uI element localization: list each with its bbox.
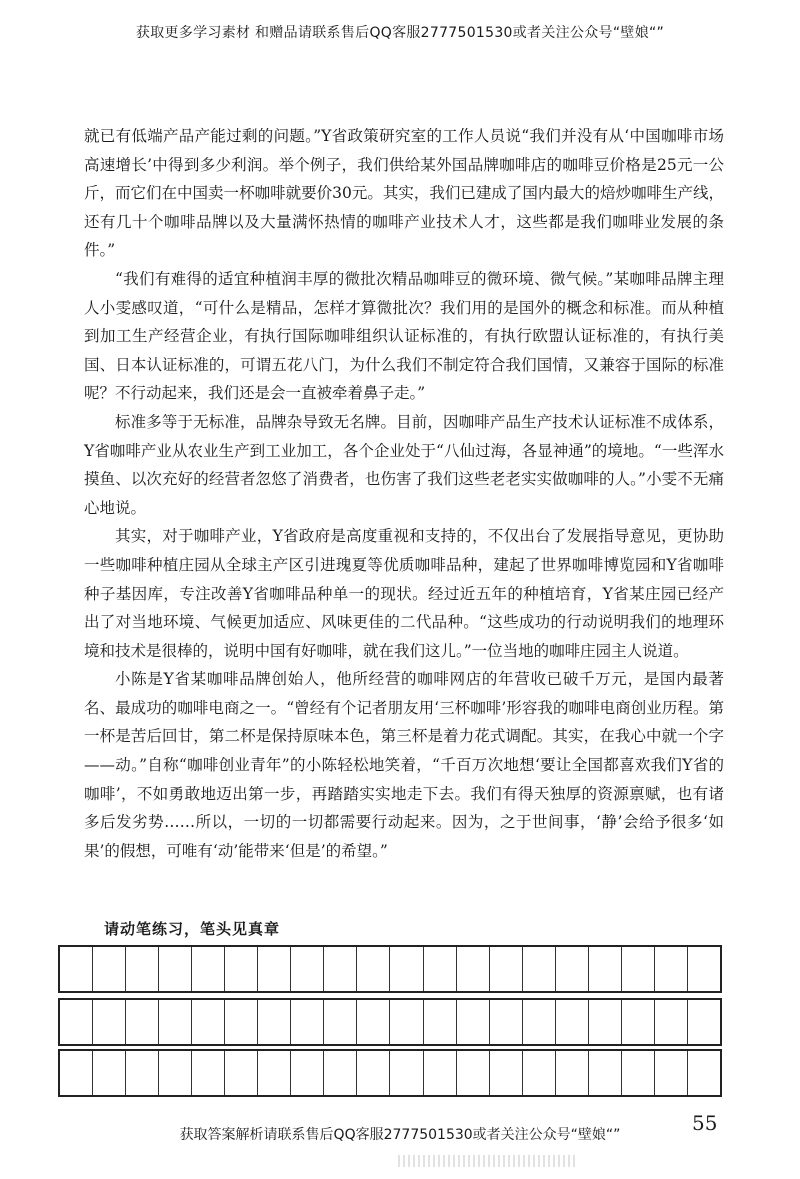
writing-grid-cell[interactable] bbox=[357, 1051, 390, 1095]
writing-grid-cell[interactable] bbox=[324, 947, 357, 991]
writing-grid-row[interactable] bbox=[58, 1049, 722, 1097]
practice-title: 请动笔练习，笔头见真章 bbox=[104, 920, 281, 938]
writing-grid-cell[interactable] bbox=[159, 1051, 192, 1095]
writing-grid-cell[interactable] bbox=[589, 1051, 622, 1095]
writing-grid-cell[interactable] bbox=[291, 1000, 324, 1044]
writing-grid-cell[interactable] bbox=[556, 947, 589, 991]
writing-grid-cell[interactable] bbox=[424, 947, 457, 991]
writing-grid-cell[interactable] bbox=[622, 947, 655, 991]
paragraph: “我们有难得的适宜种植润丰厚的微批次精品咖啡豆的微环境、微气候。”某咖啡品牌主理人小雯感叹道，“可什么是精品，怎样才算微批次？我们用的是国外的概念和标准。而从种植到加工生产经营企业，有执行国际咖啡组织认证标准的，有执行欧盟认证标准的，有执行美国、日本认证标准的，可谓五花八门，为什么我们不制定符合我们国情，又兼容于国际的标准呢？不行动起来，我们还是会一直被牵着鼻子走。” bbox=[84, 269, 724, 403]
writing-grid-cell[interactable] bbox=[424, 1051, 457, 1095]
writing-grid-cell[interactable] bbox=[556, 1051, 589, 1095]
article-body bbox=[84, 122, 724, 865]
writing-grid-cell[interactable] bbox=[589, 1000, 622, 1044]
writing-grid-cell[interactable] bbox=[589, 947, 622, 991]
paragraph: 标准多等于无标准，品牌杂导致无名牌。目前，因咖啡产品生产技术认证标准不成体系，Y省咖啡产业从农业生产到工业加工，各个企业处于“八仙过海，各显神通”的境地。“一些浑水摸鱼、以次充好的经营者忽悠了消费者，也伤害了我们这些老老实实做咖啡的人。”小雯不无痛心地说。 bbox=[84, 412, 724, 517]
writing-grid-cell[interactable] bbox=[357, 1000, 390, 1044]
writing-grid-cell[interactable] bbox=[457, 1051, 490, 1095]
writing-grid-cell[interactable] bbox=[258, 1000, 291, 1044]
writing-grid-cell[interactable] bbox=[192, 1051, 225, 1095]
writing-grid-cell[interactable] bbox=[60, 947, 93, 991]
writing-grid-cell[interactable] bbox=[225, 947, 258, 991]
writing-grid-cell[interactable] bbox=[291, 1051, 324, 1095]
paragraph: 小陈是Y省某咖啡品牌创始人，他所经营的咖啡网店的年营收已破千万元，是国内最著名、最成功的咖啡电商之一。“曾经有个记者朋友用‘三杯咖啡’形容我的咖啡电商创业历程。第一杯是苦后回甘，第二杯是保持原味本色，第三杯是着力花式调配。其实，在我心中就一个字——动。”自称“咖啡创业青年”的小陈轻松地笑着，“千百万次地想‘要让全国都喜欢我们Y省的咖啡’，不如勇敢地迈出第一步，再踏踏实实地走下去。我们有得天独厚的资源禀赋，也有诸多后发劣势……所以，一切的一切都需要行动起来。因为，之于世间事，‘静’会给予很多‘如果’的假想，可唯有‘动’能带来‘但是’的希望。” bbox=[84, 670, 724, 860]
writing-grid-cell[interactable] bbox=[60, 1051, 93, 1095]
writing-grid-cell[interactable] bbox=[126, 1000, 159, 1044]
writing-grid-cell[interactable] bbox=[523, 1000, 556, 1044]
writing-grid-cell[interactable] bbox=[192, 947, 225, 991]
writing-grid-cell[interactable] bbox=[556, 1000, 589, 1044]
paragraph: 就已有低端产品产能过剩的问题。”Y省政策研究室的工作人员说“我们并没有从‘中国咖啡市场高速增长’中得到多少利润。举个例子，我们供给某外国品牌咖啡店的咖啡豆价格是25元一公斤，而它们在中国卖一杯咖啡就要价30元。其实，我们已建成了国内最大的焙炒咖啡生产线，还有几十个咖啡品牌以及大量满怀热情的咖啡产业技术人才，这些都是我们咖啡业发展的条件。” bbox=[84, 127, 724, 260]
writing-grid-cell[interactable] bbox=[357, 947, 390, 991]
header-promo-note: 获取更多学习素材 和赠品请联系售后QQ客服2777501530或者关注公众号“壁娘“” bbox=[135, 25, 665, 41]
writing-grid-cell[interactable] bbox=[655, 1000, 688, 1044]
writing-grid-cell[interactable] bbox=[688, 947, 720, 991]
writing-grid-cell[interactable] bbox=[225, 1000, 258, 1044]
writing-grid-cell[interactable] bbox=[93, 1051, 126, 1095]
writing-grid-cell[interactable] bbox=[324, 1000, 357, 1044]
writing-grid-row[interactable] bbox=[58, 945, 722, 993]
writing-grid-cell[interactable] bbox=[622, 1000, 655, 1044]
writing-grid-cell[interactable] bbox=[225, 1051, 258, 1095]
footer-promo-note: 获取答案解析请联系售后QQ客服2777501530或者关注公众号“壁娘“” bbox=[179, 1127, 621, 1143]
writing-grid-cell[interactable] bbox=[192, 1000, 225, 1044]
writing-grid-cell[interactable] bbox=[655, 1051, 688, 1095]
writing-grid-cell[interactable] bbox=[93, 947, 126, 991]
writing-grid-cell[interactable] bbox=[324, 1051, 357, 1095]
writing-grid-cell[interactable] bbox=[126, 1051, 159, 1095]
writing-grid-cell[interactable] bbox=[523, 1051, 556, 1095]
writing-grid-cell[interactable] bbox=[390, 947, 423, 991]
writing-grid-cell[interactable] bbox=[688, 1000, 720, 1044]
writing-grid-cell[interactable] bbox=[291, 947, 324, 991]
writing-grid-cell[interactable] bbox=[655, 947, 688, 991]
writing-grid-cell[interactable] bbox=[688, 1051, 720, 1095]
writing-grid-cell[interactable] bbox=[390, 1051, 423, 1095]
writing-grid-cell[interactable] bbox=[258, 947, 291, 991]
writing-grid-cell[interactable] bbox=[490, 1000, 523, 1044]
writing-grid-cell[interactable] bbox=[60, 1000, 93, 1044]
writing-grid-cell[interactable] bbox=[622, 1051, 655, 1095]
writing-grid-cell[interactable] bbox=[159, 1000, 192, 1044]
page-number: 55 bbox=[692, 1111, 718, 1135]
writing-grid-cell[interactable] bbox=[390, 1000, 423, 1044]
writing-grid-cell[interactable] bbox=[126, 947, 159, 991]
writing-grid-cell[interactable] bbox=[258, 1051, 291, 1095]
writing-grid-cell[interactable] bbox=[93, 1000, 126, 1044]
writing-grid-cell[interactable] bbox=[159, 947, 192, 991]
writing-grid-cell[interactable] bbox=[490, 947, 523, 991]
writing-grid-cell[interactable] bbox=[490, 1051, 523, 1095]
writing-grid-cell[interactable] bbox=[424, 1000, 457, 1044]
scan-smudge bbox=[398, 1155, 578, 1167]
writing-grid-cell[interactable] bbox=[457, 1000, 490, 1044]
paragraph: 其实，对于咖啡产业，Y省政府是高度重视和支持的，不仅出台了发展指导意见，更协助一些咖啡种植庄园从全球主产区引进瑰夏等优质咖啡品种，建起了世界咖啡博览园和Y省咖啡种子基因库，专注改善Y省咖啡品种单一的现状。经过近五年的种植培育，Y省某庄园已经产出了对当地环境、气候更加适应、风味更佳的二代品种。“这些成功的行动说明我们的地理环境和技术是很棒的，说明中国有好咖啡，就在我们这儿。”一位当地的咖啡庄园主人说道。 bbox=[84, 527, 724, 660]
writing-grid-row[interactable] bbox=[58, 998, 722, 1046]
writing-grid-cell[interactable] bbox=[457, 947, 490, 991]
writing-grid-cell[interactable] bbox=[523, 947, 556, 991]
